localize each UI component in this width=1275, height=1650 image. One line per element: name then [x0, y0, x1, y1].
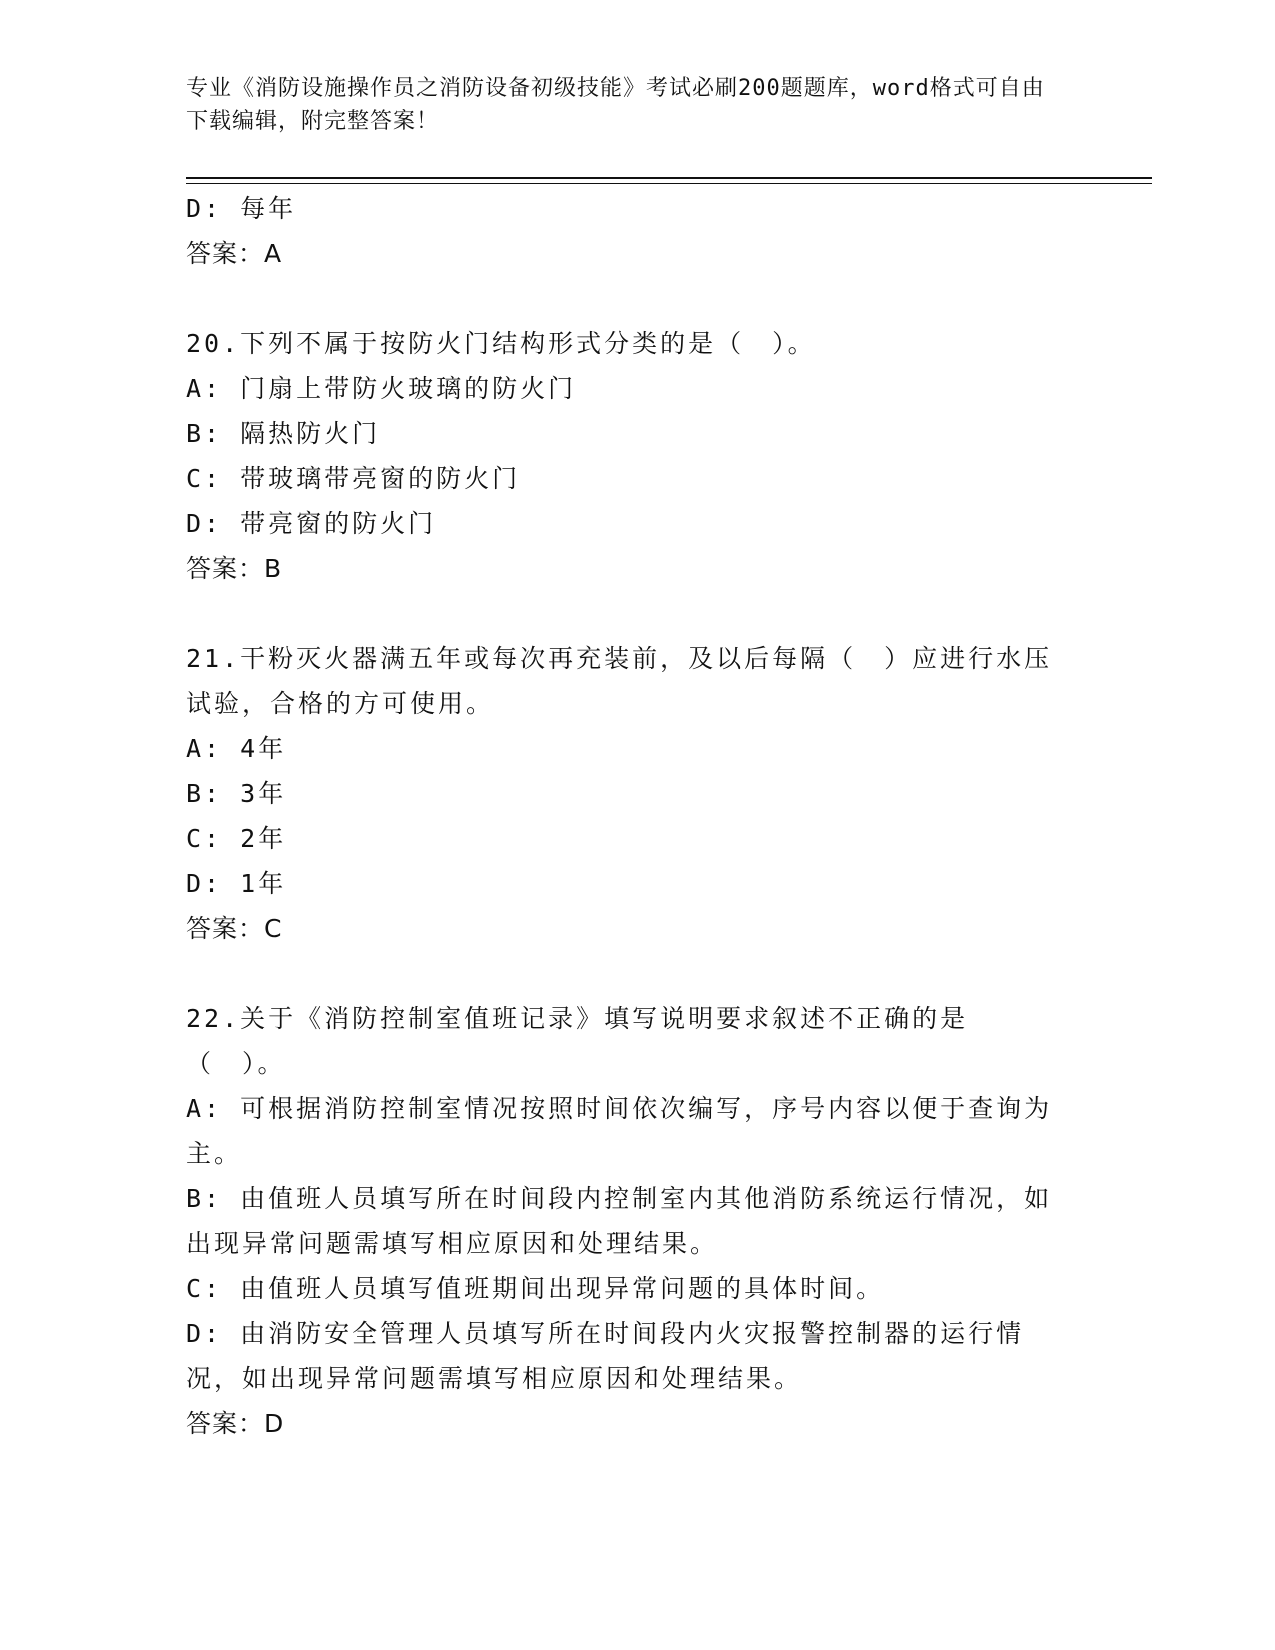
- option-d: D: 1年: [186, 869, 287, 898]
- question-22: [186, 996, 1066, 1446]
- question-21: [186, 636, 1066, 951]
- option-c: C: 2年: [186, 824, 287, 853]
- question-stem: 21.干粉灭火器满五年或每次再充装前，及以后每隔（ ）应进行水压试验，合格的方可使用。: [186, 644, 1053, 718]
- header-rule-thin: [186, 183, 1152, 184]
- option-d: D: 由消防安全管理人员填写所在时间段内火灾报警控制器的运行情况，如出现异常问题需填写相应原因和处理结果。: [186, 1319, 1025, 1393]
- question-stem: 22.关于《消防控制室值班记录》填写说明要求叙述不正确的是（ ）。: [186, 1004, 969, 1078]
- answer: 答案：C: [186, 914, 283, 943]
- option-d: D: 每年: [186, 194, 297, 223]
- option-a: A: 4年: [186, 734, 287, 763]
- header-rule-thick: [186, 177, 1152, 179]
- question-content: [186, 186, 1066, 1446]
- answer: 答案：B: [186, 554, 283, 583]
- question-stem: 20.下列不属于按防火门结构形式分类的是（ ）。: [186, 329, 816, 358]
- option-b: B: 隔热防火门: [186, 419, 381, 448]
- answer: 答案：D: [186, 1409, 285, 1438]
- question-20: [186, 321, 1066, 591]
- option-b: B: 由值班人员填写所在时间段内控制室内其他消防系统运行情况，如出现异常问题需填写相应原因和处理结果。: [186, 1184, 1053, 1258]
- option-b: B: 3年: [186, 779, 287, 808]
- option-a: A: 门扇上带防火玻璃的防火门: [186, 374, 577, 403]
- option-c: C: 带玻璃带亮窗的防火门: [186, 464, 521, 493]
- option-a: A: 可根据消防控制室情况按照时间依次编写，序号内容以便于查询为主。: [186, 1094, 1053, 1168]
- option-d: D: 带亮窗的防火门: [186, 509, 437, 538]
- option-c: C: 由值班人员填写值班期间出现异常问题的具体时间。: [186, 1274, 885, 1303]
- answer: 答案：A: [186, 239, 283, 268]
- document-header: 专业《消防设施操作员之消防设备初级技能》考试必刷200题题库，word格式可自由下载编辑，附完整答案！: [186, 76, 1045, 134]
